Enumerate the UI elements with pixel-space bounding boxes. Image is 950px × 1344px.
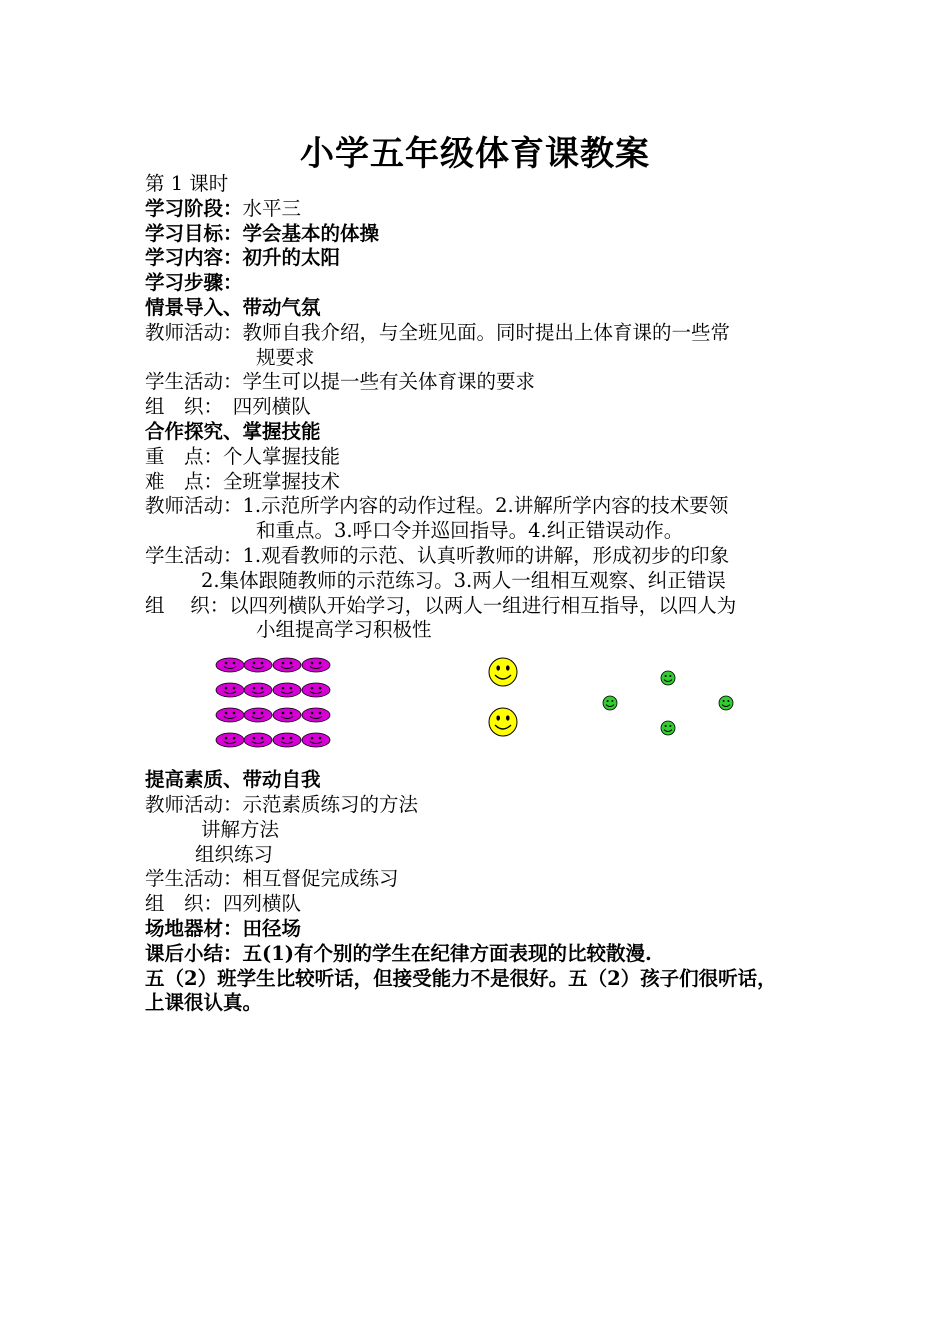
teacher-activity-3-item-1: 讲解方法 (201, 817, 280, 841)
learning-stage (145, 197, 825, 222)
teacher-activity-1: 教师活动：教师自我介绍，与全班见面。同时提出上体育课的一些常 (145, 320, 731, 344)
organization-1: 组 织： 四列横队 (145, 395, 311, 419)
teacher-activity-3: 教师活动：示范素质练习的方法 (145, 792, 419, 816)
organization-2-cont: 小组提高学习积极性 (256, 618, 432, 642)
learning-stage-value: 水平三 (242, 196, 302, 220)
student-activity-3: 学生活动：相互督促完成练习 (145, 867, 399, 891)
summary-line-3: 上课很认真。 (145, 991, 263, 1015)
difficult-point: 难 点：全班掌握技术 (145, 469, 341, 493)
teacher-activity-1-cont: 规要求 (256, 345, 315, 369)
lesson-plan-body (145, 172, 825, 1016)
key-point: 重 点：个人掌握技能 (145, 444, 341, 468)
organization-2: 组 织：以四列横队开始学习，以两人一组进行相互指导，以四人为 (145, 593, 737, 617)
page-title: 小学五年级体育课教案 (300, 134, 650, 174)
learning-goal: 学习目标：学会基本的体操 (145, 221, 380, 245)
organization-3: 组 织：四列横队 (145, 892, 302, 916)
student-activity-2: 学生活动：1.观看教师的示范、认真听教师的讲解，形成初步的印象 (145, 543, 730, 567)
learning-content: 学习内容：初升的太阳 (145, 246, 341, 270)
section-heading-intro: 情景导入、带动气氛 (145, 295, 321, 319)
teacher-activity-2: 教师活动：1.示范所学内容的动作过程。2.讲解所学内容的技术要领 (145, 494, 729, 518)
lesson-period: 第 1 课时 (145, 172, 229, 195)
summary: 课后小结：五(1)有个别的学生在纪律方面表现的比较散漫. (145, 941, 652, 965)
teacher-activity-3-item-2: 组织练习 (195, 842, 274, 866)
learning-stage-label: 学习阶段： (145, 196, 243, 220)
teacher-activity-2-cont: 和重点。3.呼口令并巡回指导。4.纠正错误动作。 (256, 519, 684, 543)
learning-steps-heading: 学习步骤： (145, 271, 243, 295)
student-activity-1: 学生活动：学生可以提一些有关体育课的要求 (145, 370, 536, 394)
venue-equipment: 场地器材：田径场 (145, 916, 302, 940)
section-heading-quality: 提高素质、带动自我 (145, 768, 321, 792)
summary-line-2: 五（2）班学生比较听话，但接受能力不是很好。五（2）孩子们很听话， (145, 966, 777, 990)
section-heading-cooperation: 合作探究、掌握技能 (145, 419, 321, 443)
student-activity-2-cont: 2.集体跟随教师的示范练习。3.两人一组相互观察、纠正错误 (201, 568, 726, 592)
diagram-spacer (145, 643, 825, 768)
